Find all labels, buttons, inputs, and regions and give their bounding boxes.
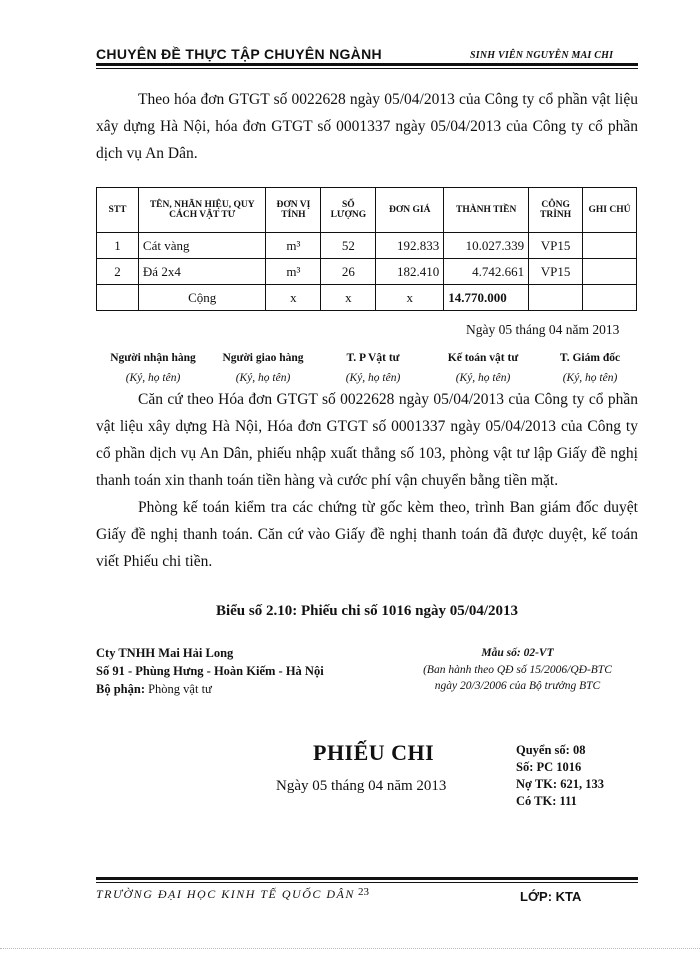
signature-deliverer-sub: (Ký, họ tên)	[235, 372, 291, 384]
header-author: SINH VIÊN NGUYỄN MAI CHI	[470, 50, 614, 61]
intro-text: Theo hóa đơn GTGT số 0022628 ngày 05/04/2013 của Công ty cổ phần vật liệu xây dựng Hà Nội, hóa đơn GTGT số 0001337 ngày 05/04/2013 của Công ty cổ phần dịch vụ An Dân.	[96, 91, 638, 162]
form-regulation-1: (Ban hành theo QĐ số 15/2006/QĐ-BTC	[423, 664, 612, 676]
cell-stt: 2	[97, 259, 139, 285]
paragraph-basis: Căn cứ theo Hóa đơn GTGT số 0022628 ngày 05/04/2013 của Công ty cổ phần vật liệu xây dựng Hà Nội, Hóa đơn GTGT số 0001337 ngày 05/04/2013 của Công ty cổ phần dịch vụ An Dân, phiếu nhập xuất thẳng số 103, phòng vật tư lập Giấy đề nghị thanh toán xin thanh toán tiền hàng và cước phí vận chuyển bằng tiền mặt.	[96, 391, 638, 489]
department-value: Phòng vật tư	[148, 682, 212, 696]
table-total-row	[97, 285, 637, 311]
cell-note	[583, 259, 637, 285]
cell-amount: 10.027.339	[444, 233, 529, 259]
total-amount: 14.770.000	[444, 285, 529, 311]
footer-rule-thick	[96, 877, 638, 880]
cell-project: VP15	[529, 233, 583, 259]
company-name: Cty TNHH Mai Hải Long	[96, 646, 234, 660]
signature-director-sub: (Ký, họ tên)	[562, 372, 618, 384]
col-name: TÊN, NHÃN HIỆU, QUY CÁCH VẬT TƯ	[138, 188, 266, 233]
cell-qty: 26	[321, 259, 376, 285]
cell-empty	[583, 285, 637, 311]
header-rule-thin	[96, 68, 638, 69]
col-amount: THÀNH TIỀN	[444, 188, 529, 233]
footer-school: TRƯỜNG ĐẠI HỌC KINH TẾ QUỐC DÂN	[96, 887, 355, 901]
signature-supply-head-sub: (Ký, họ tên)	[345, 372, 401, 384]
table-header-row	[97, 188, 637, 233]
voucher-no: Số: PC 1016	[516, 760, 582, 774]
col-project: CÔNG TRÌNH	[529, 188, 583, 233]
voucher-book-no: Quyển số: 08	[516, 743, 586, 757]
cell-empty	[529, 285, 583, 311]
footer-rule-thin	[96, 882, 638, 883]
page-bottom-divider	[0, 948, 700, 949]
signature-receiver-sub: (Ký, họ tên)	[125, 372, 181, 384]
cell-empty	[97, 285, 139, 311]
form-caption: Biểu số 2.10: Phiếu chi số 1016 ngày 05/04/2013	[215, 603, 519, 619]
form-regulation-2: ngày 20/3/2006 của Bộ trưởng BTC	[434, 680, 601, 692]
col-stt: STT	[97, 188, 139, 233]
total-qty: x	[321, 285, 376, 311]
col-unit: ĐƠN VỊ TÍNH	[266, 188, 321, 233]
receipt-date: Ngày 05 tháng 04 năm 2013	[466, 322, 620, 337]
company-department	[96, 681, 212, 698]
cell-price: 182.410	[376, 259, 444, 285]
paragraph-accounting: Phòng kế toán kiểm tra các chứng từ gốc kèm theo, trình Ban giám đốc duyệt Giấy đề nghị thanh toán. Căn cứ vào Giấy đề nghị thanh toán đã được duyệt, kế toán viết Phiếu chi tiền.	[96, 499, 638, 570]
body-paragraphs	[96, 386, 638, 575]
intro-paragraph	[96, 86, 638, 167]
form-code: Mẫu số: 02-VT	[481, 647, 554, 659]
header-title: CHUYÊN ĐỀ THỰC TẬP CHUYÊN NGÀNH	[96, 46, 382, 62]
header-rule-thick	[96, 63, 638, 66]
signature-supply-head-title: T. P Vật tư	[346, 352, 400, 364]
goods-table	[96, 187, 637, 311]
department-label: Bộ phận:	[96, 682, 145, 696]
cell-unit: m³	[266, 259, 321, 285]
cell-qty: 52	[321, 233, 376, 259]
cell-note	[583, 233, 637, 259]
col-note: GHI CHÚ	[583, 188, 637, 233]
cell-amount: 4.742.661	[444, 259, 529, 285]
signature-accountant-sub: (Ký, họ tên)	[455, 372, 511, 384]
signature-deliverer-title: Người giao hàng	[222, 352, 304, 364]
cell-stt: 1	[97, 233, 139, 259]
total-unit: x	[266, 285, 321, 311]
col-qty: SỐ LƯỢNG	[321, 188, 376, 233]
voucher-title: PHIẾU CHI	[313, 740, 435, 765]
page-number: 23	[358, 886, 369, 898]
table-row	[97, 259, 637, 285]
col-price: ĐƠN GIÁ	[376, 188, 444, 233]
table-row	[97, 233, 637, 259]
voucher-meta	[516, 742, 604, 810]
cell-price: 192.833	[376, 233, 444, 259]
footer-class: LỚP: KTA	[520, 889, 582, 904]
total-price: x	[376, 285, 444, 311]
total-label: Cộng	[138, 285, 266, 311]
signature-receiver-title: Người nhận hàng	[110, 352, 196, 364]
cell-unit: m³	[266, 233, 321, 259]
voucher-credit-account: Có TK: 111	[516, 794, 577, 808]
cell-project: VP15	[529, 259, 583, 285]
company-address: Số 91 - Phùng Hưng - Hoàn Kiếm - Hà Nội	[96, 664, 324, 678]
cell-name: Cát vàng	[138, 233, 266, 259]
signature-accountant-title: Kế toán vật tư	[447, 352, 519, 364]
signature-director-title: T. Giám đốc	[559, 352, 621, 364]
voucher-date: Ngày 05 tháng 04 năm 2013	[276, 778, 447, 794]
cell-name: Đá 2x4	[138, 259, 266, 285]
voucher-debit-account: Nợ TK: 621, 133	[516, 777, 604, 791]
